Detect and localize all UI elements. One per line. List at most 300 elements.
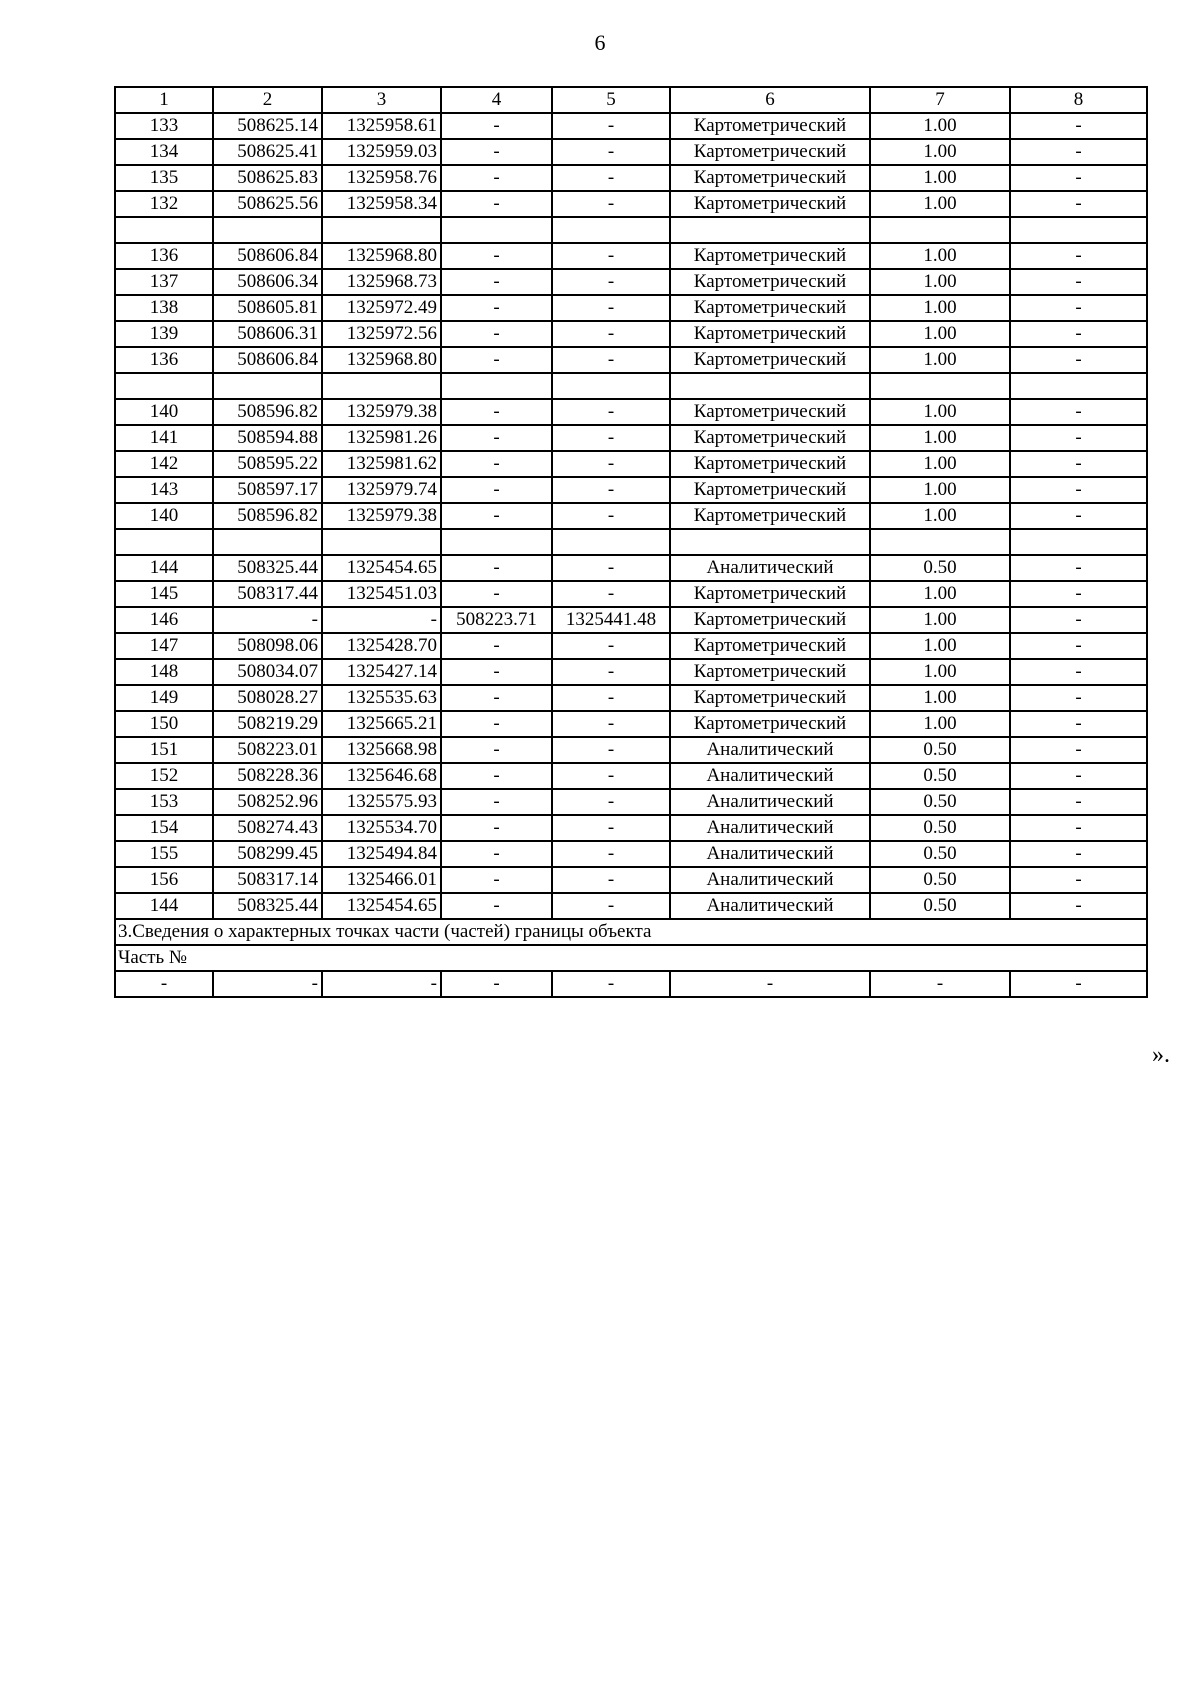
- table-cell: -: [441, 581, 552, 607]
- table-cell: -: [441, 841, 552, 867]
- table-cell: -: [552, 191, 670, 217]
- header-cell: 2: [213, 87, 322, 113]
- empty-cell: [322, 373, 441, 399]
- empty-cell: [552, 217, 670, 243]
- empty-cell: [322, 217, 441, 243]
- table-cell: Картометрический: [670, 399, 870, 425]
- table-row: [115, 867, 1147, 893]
- table-cell: -: [441, 815, 552, 841]
- table-cell: 1.00: [870, 113, 1010, 139]
- table-cell: 1.00: [870, 711, 1010, 737]
- table-cell: 508325.44: [213, 893, 322, 919]
- table-cell: -: [552, 711, 670, 737]
- table-row: [115, 113, 1147, 139]
- empty-cell: [213, 373, 322, 399]
- table-cell: Картометрический: [670, 139, 870, 165]
- table-cell: -: [552, 347, 670, 373]
- table-cell: Картометрический: [670, 659, 870, 685]
- table-cell: 144: [115, 893, 213, 919]
- table-row: [115, 347, 1147, 373]
- table-cell: -: [441, 477, 552, 503]
- part-cell: -: [322, 971, 441, 997]
- table-cell: 1325665.21: [322, 711, 441, 737]
- table-cell: -: [552, 295, 670, 321]
- part-cell: -: [115, 971, 213, 997]
- table-cell: -: [441, 295, 552, 321]
- table-row: [115, 477, 1147, 503]
- table-cell: -: [1010, 269, 1147, 295]
- table-cell: 1.00: [870, 399, 1010, 425]
- table-cell: -: [1010, 451, 1147, 477]
- table-cell: 1325979.38: [322, 399, 441, 425]
- table-cell: Картометрический: [670, 165, 870, 191]
- table-cell: 508299.45: [213, 841, 322, 867]
- table-cell: 154: [115, 815, 213, 841]
- table-cell: 1325668.98: [322, 737, 441, 763]
- table-cell: 155: [115, 841, 213, 867]
- table-cell: 153: [115, 789, 213, 815]
- table-cell: -: [1010, 581, 1147, 607]
- table-cell: -: [552, 789, 670, 815]
- table-cell: 1325534.70: [322, 815, 441, 841]
- table-cell: 508625.41: [213, 139, 322, 165]
- table-cell: 1.00: [870, 633, 1010, 659]
- table-cell: Аналитический: [670, 789, 870, 815]
- table-cell: 1325535.63: [322, 685, 441, 711]
- table-cell: -: [552, 893, 670, 919]
- table-cell: -: [441, 347, 552, 373]
- empty-cell: [870, 529, 1010, 555]
- empty-cell: [552, 373, 670, 399]
- part-cell: -: [441, 971, 552, 997]
- table-row: [115, 295, 1147, 321]
- table-cell: 508597.17: [213, 477, 322, 503]
- table-cell: -: [1010, 243, 1147, 269]
- table-cell: 508228.36: [213, 763, 322, 789]
- table-cell: -: [552, 399, 670, 425]
- table-cell: 1325646.68: [322, 763, 441, 789]
- table-cell: Картометрический: [670, 711, 870, 737]
- table-row: [115, 399, 1147, 425]
- part-cell: -: [552, 971, 670, 997]
- table-cell: -: [552, 503, 670, 529]
- table-cell: Картометрический: [670, 113, 870, 139]
- empty-cell: [1010, 529, 1147, 555]
- separator-row: [115, 529, 1147, 555]
- table-cell: -: [1010, 841, 1147, 867]
- table-cell: 0.50: [870, 789, 1010, 815]
- table-cell: 149: [115, 685, 213, 711]
- table-cell: 147: [115, 633, 213, 659]
- table-cell: Картометрический: [670, 425, 870, 451]
- table-cell: 1325454.65: [322, 555, 441, 581]
- table-cell: -: [552, 139, 670, 165]
- table-cell: -: [441, 737, 552, 763]
- table-cell: -: [552, 477, 670, 503]
- table-cell: 1.00: [870, 451, 1010, 477]
- table-row: [115, 321, 1147, 347]
- table-cell: -: [1010, 347, 1147, 373]
- table-cell: 134: [115, 139, 213, 165]
- table-cell: 0.50: [870, 867, 1010, 893]
- table-cell: 508223.71: [441, 607, 552, 633]
- coordinates-table: [114, 86, 1148, 998]
- table-cell: 1325972.56: [322, 321, 441, 347]
- table-cell: 1.00: [870, 659, 1010, 685]
- table-cell: 508606.84: [213, 347, 322, 373]
- table-row: [115, 425, 1147, 451]
- table-cell: Картометрический: [670, 607, 870, 633]
- table-cell: Аналитический: [670, 815, 870, 841]
- table-cell: Картометрический: [670, 503, 870, 529]
- table-cell: Картометрический: [670, 191, 870, 217]
- table-cell: 1.00: [870, 295, 1010, 321]
- table-cell: -: [213, 607, 322, 633]
- empty-cell: [115, 217, 213, 243]
- table-cell: -: [1010, 555, 1147, 581]
- table-cell: 508317.44: [213, 581, 322, 607]
- table-cell: -: [1010, 763, 1147, 789]
- empty-cell: [213, 529, 322, 555]
- table-body: [115, 87, 1147, 997]
- empty-cell: [441, 373, 552, 399]
- table-cell: 1325979.38: [322, 503, 441, 529]
- table-cell: -: [441, 763, 552, 789]
- table-cell: Аналитический: [670, 893, 870, 919]
- table-cell: Аналитический: [670, 841, 870, 867]
- empty-cell: [670, 217, 870, 243]
- table-cell: -: [1010, 659, 1147, 685]
- part-cell: -: [870, 971, 1010, 997]
- table-cell: 148: [115, 659, 213, 685]
- table-cell: -: [552, 321, 670, 347]
- table-cell: 139: [115, 321, 213, 347]
- table-cell: 1325441.48: [552, 607, 670, 633]
- closing-quote: ».: [1152, 1042, 1170, 1068]
- table-cell: 1325958.34: [322, 191, 441, 217]
- table-cell: -: [1010, 425, 1147, 451]
- page-number: 6: [594, 30, 606, 55]
- empty-cell: [322, 529, 441, 555]
- table-cell: -: [441, 321, 552, 347]
- table-cell: -: [441, 139, 552, 165]
- table-cell: -: [1010, 737, 1147, 763]
- table-cell: 1325575.93: [322, 789, 441, 815]
- table-cell: -: [1010, 191, 1147, 217]
- table-row: [115, 191, 1147, 217]
- table-cell: 508606.34: [213, 269, 322, 295]
- table-cell: -: [1010, 295, 1147, 321]
- table-cell: -: [552, 165, 670, 191]
- table-cell: -: [552, 737, 670, 763]
- table-cell: -: [552, 113, 670, 139]
- table-cell: -: [1010, 165, 1147, 191]
- table-cell: 508594.88: [213, 425, 322, 451]
- table-cell: -: [552, 269, 670, 295]
- part-row: [115, 971, 1147, 997]
- table-cell: 1.00: [870, 191, 1010, 217]
- table-cell: 1325968.80: [322, 243, 441, 269]
- table-cell: 0.50: [870, 841, 1010, 867]
- table-row: [115, 763, 1147, 789]
- table-cell: -: [1010, 685, 1147, 711]
- table-cell: -: [441, 633, 552, 659]
- table-cell: 146: [115, 607, 213, 633]
- table-cell: 1325981.62: [322, 451, 441, 477]
- table-cell: -: [552, 685, 670, 711]
- table-cell: 1.00: [870, 165, 1010, 191]
- table-cell: 0.50: [870, 737, 1010, 763]
- part-cell: -: [213, 971, 322, 997]
- table-cell: Аналитический: [670, 867, 870, 893]
- table-cell: 508625.56: [213, 191, 322, 217]
- table-cell: 508325.44: [213, 555, 322, 581]
- table-cell: 133: [115, 113, 213, 139]
- separator-row: [115, 373, 1147, 399]
- table-cell: 508274.43: [213, 815, 322, 841]
- table-row: [115, 555, 1147, 581]
- table-cell: 508219.29: [213, 711, 322, 737]
- section-title-row: [115, 919, 1147, 945]
- table-cell: 508596.82: [213, 503, 322, 529]
- table-cell: Картометрический: [670, 633, 870, 659]
- table-cell: 508028.27: [213, 685, 322, 711]
- header-cell: 3: [322, 87, 441, 113]
- header-cell: 5: [552, 87, 670, 113]
- table-cell: -: [1010, 399, 1147, 425]
- table-row: [115, 841, 1147, 867]
- table-cell: 1.00: [870, 243, 1010, 269]
- table-cell: -: [1010, 113, 1147, 139]
- table-row: [115, 633, 1147, 659]
- header-cell: 8: [1010, 87, 1147, 113]
- table-cell: 508595.22: [213, 451, 322, 477]
- table-cell: -: [1010, 139, 1147, 165]
- table-cell: 0.50: [870, 763, 1010, 789]
- table-cell: 138: [115, 295, 213, 321]
- table-cell: 152: [115, 763, 213, 789]
- table-cell: 508596.82: [213, 399, 322, 425]
- table-cell: 1.00: [870, 321, 1010, 347]
- table-cell: -: [1010, 815, 1147, 841]
- table-cell: 1325427.14: [322, 659, 441, 685]
- table-cell: -: [441, 451, 552, 477]
- table-cell: -: [441, 399, 552, 425]
- header-cell: 7: [870, 87, 1010, 113]
- table-cell: 144: [115, 555, 213, 581]
- table-row: [115, 815, 1147, 841]
- table-cell: 1.00: [870, 347, 1010, 373]
- table-cell: -: [552, 243, 670, 269]
- table-cell: -: [1010, 711, 1147, 737]
- table-cell: 151: [115, 737, 213, 763]
- table-cell: 156: [115, 867, 213, 893]
- table-cell: -: [441, 659, 552, 685]
- table-cell: -: [1010, 321, 1147, 347]
- table-cell: -: [552, 867, 670, 893]
- table-cell: Картометрический: [670, 477, 870, 503]
- table-cell: -: [441, 503, 552, 529]
- table-cell: -: [322, 607, 441, 633]
- empty-cell: [552, 529, 670, 555]
- table-cell: 1.00: [870, 685, 1010, 711]
- table-cell: 1325451.03: [322, 581, 441, 607]
- table-row: [115, 243, 1147, 269]
- table-cell: -: [1010, 633, 1147, 659]
- empty-cell: [870, 217, 1010, 243]
- table-cell: 1.00: [870, 581, 1010, 607]
- table-cell: Аналитический: [670, 555, 870, 581]
- table-cell: 0.50: [870, 815, 1010, 841]
- table-cell: -: [1010, 607, 1147, 633]
- table-cell: Картометрический: [670, 451, 870, 477]
- part-label-row: [115, 945, 1147, 971]
- table-cell: 1325968.80: [322, 347, 441, 373]
- table-cell: 508605.81: [213, 295, 322, 321]
- table-cell: 508034.07: [213, 659, 322, 685]
- header-cell: 4: [441, 87, 552, 113]
- table-cell: -: [552, 451, 670, 477]
- table-row: [115, 139, 1147, 165]
- table-row: [115, 789, 1147, 815]
- table-row: [115, 893, 1147, 919]
- empty-cell: [115, 529, 213, 555]
- table-row: [115, 503, 1147, 529]
- table-row: [115, 165, 1147, 191]
- section-title: 3.Сведения о характерных точках части (частей) границы объекта: [115, 919, 1147, 945]
- table-cell: 1325972.49: [322, 295, 441, 321]
- table-cell: 141: [115, 425, 213, 451]
- table-cell: 1325466.01: [322, 867, 441, 893]
- empty-cell: [1010, 217, 1147, 243]
- table-cell: 1.00: [870, 425, 1010, 451]
- table-cell: -: [441, 867, 552, 893]
- table-cell: 1325968.73: [322, 269, 441, 295]
- table-cell: -: [552, 659, 670, 685]
- table-row: [115, 659, 1147, 685]
- table-cell: 508317.14: [213, 867, 322, 893]
- table-cell: Аналитический: [670, 763, 870, 789]
- table-cell: 508252.96: [213, 789, 322, 815]
- table-cell: -: [441, 113, 552, 139]
- table-cell: 508606.31: [213, 321, 322, 347]
- table-cell: -: [441, 711, 552, 737]
- table-cell: -: [552, 425, 670, 451]
- table-cell: 1325979.74: [322, 477, 441, 503]
- table-cell: 140: [115, 399, 213, 425]
- empty-cell: [441, 529, 552, 555]
- empty-cell: [670, 373, 870, 399]
- table-row: [115, 685, 1147, 711]
- table-cell: Картометрический: [670, 581, 870, 607]
- table-cell: 1325959.03: [322, 139, 441, 165]
- table-cell: -: [552, 555, 670, 581]
- header-cell: 1: [115, 87, 213, 113]
- table-row: [115, 451, 1147, 477]
- table-cell: 1.00: [870, 477, 1010, 503]
- table-row: [115, 711, 1147, 737]
- table-cell: 508625.14: [213, 113, 322, 139]
- part-cell: -: [1010, 971, 1147, 997]
- table-cell: 1.00: [870, 139, 1010, 165]
- part-label: Часть №: [115, 945, 1147, 971]
- table-cell: Картометрический: [670, 243, 870, 269]
- table-row: [115, 607, 1147, 633]
- table-row: [115, 737, 1147, 763]
- table-cell: 145: [115, 581, 213, 607]
- table-cell: 136: [115, 243, 213, 269]
- table-cell: 1.00: [870, 503, 1010, 529]
- table-cell: -: [441, 685, 552, 711]
- table-cell: Картометрический: [670, 685, 870, 711]
- table-cell: 1325958.76: [322, 165, 441, 191]
- table-cell: -: [441, 555, 552, 581]
- table-cell: 1325428.70: [322, 633, 441, 659]
- empty-cell: [1010, 373, 1147, 399]
- table-cell: -: [441, 789, 552, 815]
- table-cell: 1325454.65: [322, 893, 441, 919]
- table-cell: -: [552, 763, 670, 789]
- table-cell: Картометрический: [670, 321, 870, 347]
- table-cell: 136: [115, 347, 213, 373]
- table-cell: 1.00: [870, 607, 1010, 633]
- empty-cell: [441, 217, 552, 243]
- table-cell: -: [441, 269, 552, 295]
- table-cell: 0.50: [870, 555, 1010, 581]
- separator-row: [115, 217, 1147, 243]
- table-cell: -: [552, 581, 670, 607]
- table-cell: -: [441, 243, 552, 269]
- table-cell: -: [441, 425, 552, 451]
- table-cell: 508223.01: [213, 737, 322, 763]
- table-cell: 135: [115, 165, 213, 191]
- empty-cell: [115, 373, 213, 399]
- table-cell: -: [1010, 503, 1147, 529]
- table-cell: -: [1010, 789, 1147, 815]
- table-cell: -: [441, 165, 552, 191]
- table-cell: 1325981.26: [322, 425, 441, 451]
- table-cell: Картометрический: [670, 295, 870, 321]
- table-row: [115, 581, 1147, 607]
- table-cell: Картометрический: [670, 347, 870, 373]
- header-cell: 6: [670, 87, 870, 113]
- table-cell: -: [552, 841, 670, 867]
- table-cell: 1.00: [870, 269, 1010, 295]
- table-cell: -: [441, 191, 552, 217]
- table-cell: 137: [115, 269, 213, 295]
- table-cell: Картометрический: [670, 269, 870, 295]
- header-row: [115, 87, 1147, 113]
- table-cell: -: [552, 815, 670, 841]
- table-cell: 508606.84: [213, 243, 322, 269]
- table-cell: -: [441, 893, 552, 919]
- empty-cell: [670, 529, 870, 555]
- part-cell: -: [670, 971, 870, 997]
- table-cell: 140: [115, 503, 213, 529]
- table-cell: -: [1010, 893, 1147, 919]
- empty-cell: [870, 373, 1010, 399]
- table-cell: 1325494.84: [322, 841, 441, 867]
- table-cell: 150: [115, 711, 213, 737]
- table-cell: -: [552, 633, 670, 659]
- empty-cell: [213, 217, 322, 243]
- table-cell: 143: [115, 477, 213, 503]
- table-cell: 132: [115, 191, 213, 217]
- table-cell: Аналитический: [670, 737, 870, 763]
- table-cell: 0.50: [870, 893, 1010, 919]
- table-row: [115, 269, 1147, 295]
- table-cell: -: [1010, 867, 1147, 893]
